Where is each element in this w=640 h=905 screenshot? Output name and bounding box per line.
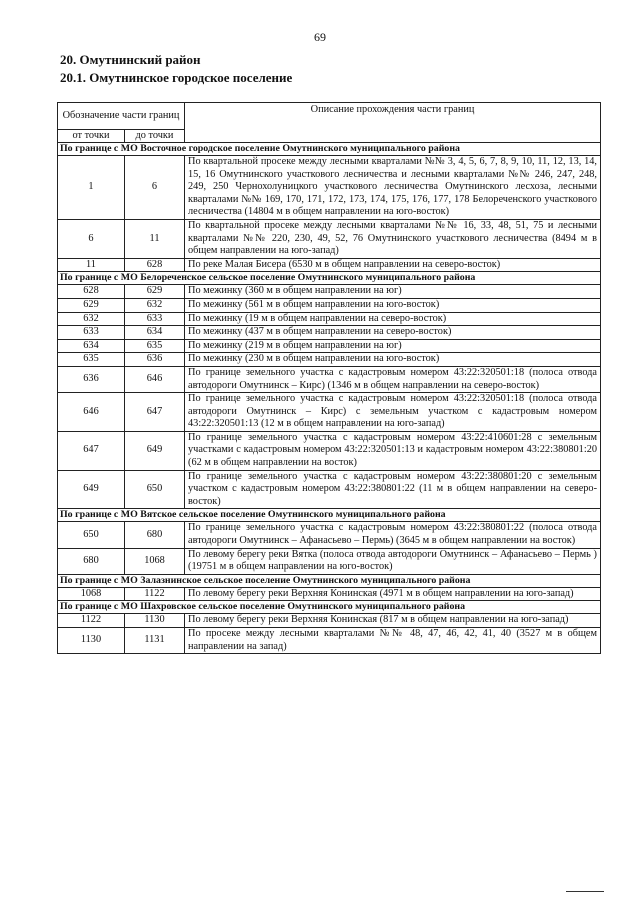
description: По межинку (360 м в общем направлении на юг) — [185, 285, 601, 299]
table-row — [58, 156, 601, 220]
from-point: 1068 — [58, 587, 125, 601]
from-point: 1122 — [58, 614, 125, 628]
description: По левому берегу реки Верхняя Конинская (817 м в общем направлении на юго-запад) — [185, 614, 601, 628]
header-description: Описание прохождения части границ — [185, 103, 601, 143]
description: По границе земельного участка с кадастровым номером 43:22:410601:28 с земельным участками с кадастровым номером 43:22:320501:13 и кадастровым номером 43:22:380801:20 (62 м в общем направлении на восток) — [185, 431, 601, 470]
to-point: 680 — [125, 522, 185, 548]
from-point: 11 — [58, 258, 125, 272]
table-row — [58, 219, 601, 258]
group-header-row — [58, 143, 601, 156]
footer-rule — [566, 891, 604, 892]
description: По межинку (219 м в общем направлении на юг) — [185, 339, 601, 353]
group-header-row — [58, 601, 601, 614]
to-point: 636 — [125, 353, 185, 367]
from-point: 649 — [58, 470, 125, 509]
description: По квартальной просеке между лесными кварталами №№ 16, 33, 48, 51, 75 и лесными кварталами №№ 220, 230, 49, 52, 76 Омутнинского участкового лесничества (8494 м в общем направлении на юго-запад) — [185, 219, 601, 258]
table-row — [58, 614, 601, 628]
description: По левому берегу реки Вятка (полоса отвода автодороги Омутнинск – Афанасьево – Пермь ) (19751 м в общем направлении на юго-восток) — [185, 548, 601, 574]
to-point: 1068 — [125, 548, 185, 574]
from-point: 647 — [58, 431, 125, 470]
table-row — [58, 312, 601, 326]
group-title: По границе с МО Белореченское сельское поселение Омутнинского муниципального района — [58, 272, 601, 285]
description: По границе земельного участка с кадастровым номером 43:22:380801:22 (полоса отвода автодороги Омутнинск – Афанасьево – Пермь) (3645 м в общем направлении на восток) — [185, 522, 601, 548]
description: По просеке между лесными кварталами №№ 48, 47, 46, 42, 41, 40 (3527 м в общем направлении на запад) — [185, 628, 601, 654]
from-point: 1 — [58, 156, 125, 220]
to-point: 628 — [125, 258, 185, 272]
table-row — [58, 470, 601, 509]
table-body — [58, 143, 601, 654]
description: По квартальной просеке между лесными кварталами №№ 3, 4, 5, 6, 7, 8, 9, 10, 11, 12, 13, 14, 15, 16 Омутнинского участкового лесничества и лесными кварталами №№ 246, 247, 248, 249, 250 Чернохолуницкого участкового лесничества Омутнинского лесхоза, лесными кварталами №№ 169, 170, 171, 172, 173, 174, 175, 176, 177, 178 Белореченского участкового лесничества (14804 м в общем направлении на юго-восток) — [185, 156, 601, 220]
to-point: 632 — [125, 298, 185, 312]
to-point: 629 — [125, 285, 185, 299]
table-row — [58, 548, 601, 574]
description: По границе земельного участка с кадастровым номером 43:22:320501:18 (полоса отвода автодороги Омутнинск – Кирс) (1346 м в общем направлении на северо-восток) — [185, 366, 601, 392]
from-point: 628 — [58, 285, 125, 299]
to-point: 1131 — [125, 628, 185, 654]
from-point: 6 — [58, 219, 125, 258]
group-title: По границе с МО Шахровское сельское поселение Омутнинского муниципального района — [58, 601, 601, 614]
table-row — [58, 522, 601, 548]
boundary-table — [57, 102, 601, 654]
to-point: 650 — [125, 470, 185, 509]
table-row — [58, 353, 601, 367]
page-number: 69 — [314, 30, 326, 44]
section-heading: 20. Омутнинский район — [60, 52, 201, 67]
to-point: 635 — [125, 339, 185, 353]
from-point: 680 — [58, 548, 125, 574]
from-point: 633 — [58, 326, 125, 340]
description: По межинку (230 м в общем направлении на юго-восток) — [185, 353, 601, 367]
table-row — [58, 628, 601, 654]
group-header-row — [58, 509, 601, 522]
header-to: до точки — [125, 130, 185, 143]
description: По левому берегу реки Верхняя Конинская (4971 м в общем направлении на юго-запад) — [185, 587, 601, 601]
from-point: 635 — [58, 353, 125, 367]
to-point: 649 — [125, 431, 185, 470]
to-point: 6 — [125, 156, 185, 220]
to-point: 633 — [125, 312, 185, 326]
to-point: 647 — [125, 393, 185, 432]
table-row — [58, 298, 601, 312]
table-row — [58, 366, 601, 392]
group-title: По границе с МО Вятское сельское поселение Омутнинского муниципального района — [58, 509, 601, 522]
description: По границе земельного участка с кадастровым номером 43:22:380801:20 с земельным участком с кадастровым номером 43:22:380801:22 (11 м в общем направлении на северо-восток) — [185, 470, 601, 509]
header-part: Обозначение части границ — [58, 103, 185, 130]
table-row — [58, 339, 601, 353]
from-point: 650 — [58, 522, 125, 548]
to-point: 1130 — [125, 614, 185, 628]
group-title: По границе с МО Залазнинское сельское поселение Омутнинского муниципального района — [58, 574, 601, 587]
group-header-row — [58, 272, 601, 285]
table-row — [58, 285, 601, 299]
from-point: 646 — [58, 393, 125, 432]
description: По границе земельного участка с кадастровым номером 43:22:320501:18 (полоса отвода автодороги Омутнинск – Кирс) с земельным участком с кадастровым номером 43:22:320501:13 (12 м в общем направлении на юго-запад) — [185, 393, 601, 432]
subsection-heading: 20.1. Омутнинское городское поселение — [60, 70, 293, 85]
table-row — [58, 258, 601, 272]
description: По межинку (19 м в общем направлении на северо-восток) — [185, 312, 601, 326]
table-row — [58, 393, 601, 432]
from-point: 636 — [58, 366, 125, 392]
to-point: 634 — [125, 326, 185, 340]
to-point: 1122 — [125, 587, 185, 601]
from-point: 634 — [58, 339, 125, 353]
from-point: 629 — [58, 298, 125, 312]
description: По реке Малая Бисера (6530 м в общем направлении на северо-восток) — [185, 258, 601, 272]
table-row — [58, 587, 601, 601]
table-row — [58, 431, 601, 470]
from-point: 632 — [58, 312, 125, 326]
header-from: от точки — [58, 130, 125, 143]
to-point: 646 — [125, 366, 185, 392]
description: По межинку (561 м в общем направлении на юго-восток) — [185, 298, 601, 312]
table-row — [58, 326, 601, 340]
to-point: 11 — [125, 219, 185, 258]
group-title: По границе с МО Восточное городское поселение Омутнинского муниципального района — [58, 143, 601, 156]
description: По межинку (437 м в общем направлении на северо-восток) — [185, 326, 601, 340]
group-header-row — [58, 574, 601, 587]
from-point: 1130 — [58, 628, 125, 654]
